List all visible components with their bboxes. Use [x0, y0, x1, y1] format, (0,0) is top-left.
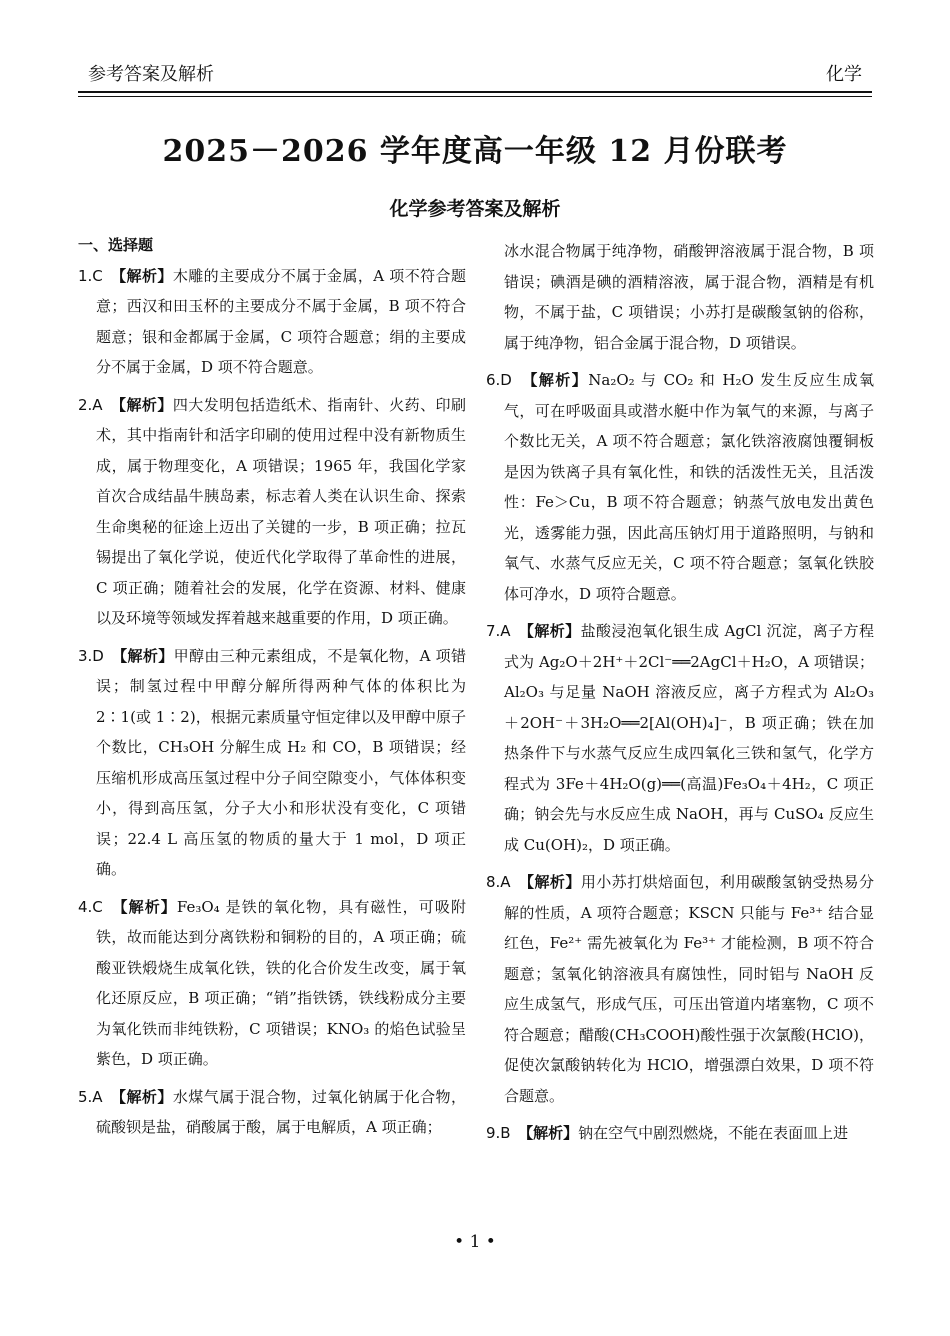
answer-number: 7.A [486, 622, 511, 640]
left-column [78, 230, 466, 1150]
answer-item-5 [78, 1082, 466, 1143]
answer-text: 钠在空气中剧烈燃烧，不能在表面皿上进 [578, 1124, 849, 1142]
answer-text: 木雕的主要成分不属于金属，A 项不符合题意；西汉和田玉杯的主要成分不属于金属，B 项不符合题意；银和金都属于金属，C 项符合题意；绢的主要成分不属于金属，D 项不符合题意。 [96, 266, 466, 376]
answer-item-2 [78, 390, 466, 634]
answer-text: Na₂O₂ 与 CO₂ 和 H₂O 发生反应生成氧气，可在呼吸面具或潜水艇中作为氧气的来源，与离子个数比无关，A 项不符合题意；氯化铁溶液腐蚀覆铜板是因为铁离子具有氧化性，和铁的活泼性无关，且活泼性：Fe＞Cu，B 项不符合题意；钠蒸气放电发出黄色光，透雾能力强，因此高压钠灯用于道路照明，与钠和氧气、水蒸气反应无关，C 项不符合题意；氢氧化铁胶体可净水，D 项符合题意。 [504, 371, 874, 603]
analysis-tag: 【解析】 [525, 1124, 579, 1142]
page-title: 2025－2026 学年度高一年级 12 月份联考 [162, 134, 788, 169]
answer-item-5-continued: 冰水混合物属于纯净物，硝酸钾溶液属于混合物，B 项错误；碘酒是碘的酒精溶液，属于混合物，酒精是有机物，不属于盐，C 项错误；小苏打是碳酸氢钠的俗称，属于纯净物，铝合金属于混合物，D 项错误。 [504, 242, 874, 352]
answer-text: Fe₃O₄ 是铁的氧化物，具有磁性，可吸附铁，故而能达到分离铁粉和铜粉的目的，A 项正确；硫酸亚铁煅烧生成氧化铁，铁的化合价发生改变，属于氧化还原反应，B 项正确；“销”指铁锈，铁线粉成分主要为氧化铁而非纯铁粉，C 项错误；KNO₃ 的焰色试验呈紫色，D 项正确。 [96, 897, 466, 1068]
answer-number: 3.D [78, 646, 104, 665]
page-number: • 1 • [454, 1232, 496, 1252]
answer-text: 水煤气属于混合物，过氧化钠属于化合物，硫酸钡是盐，硝酸属于酸，属于电解质，A 项正确； [96, 1087, 466, 1136]
header-rule-thin [78, 96, 872, 97]
answer-item-4 [78, 892, 466, 1075]
answer-text: 盐酸浸泡氧化银生成 AgCl 沉淀，离子方程式为 Ag₂O＋2H⁺＋2Cl⁻══2AgCl＋H₂O，A 项错误；Al₂O₃ 与足量 NaOH 溶液反应，离子方程式为 Al₂O₃＋2OH⁻＋3H₂O══2[Al(OH)₄]⁻，B 项正确；铁在加热条件下与水蒸气反应生成四氧化三铁和氢气，化学方程式为 3Fe＋4H₂O(g)══(高温)Fe₃O₄＋4H₂，C 项正确；钠会先与水反应生成 NaOH，再与 CuSO₄ 反应生成 Cu(OH)₂，D 项正确。 [504, 622, 874, 854]
answer-item-8 [486, 867, 874, 1111]
analysis-tag: 【解析】 [529, 371, 589, 389]
analysis-tag: 【解析】 [118, 395, 173, 414]
answer-item-9 [486, 1118, 874, 1149]
section-heading: 一、选择题 [78, 236, 154, 254]
answer-item-7 [486, 616, 874, 860]
header-left: 参考答案及解析 [88, 64, 214, 85]
answer-number: 4.C [78, 897, 103, 916]
analysis-tag: 【解析】 [526, 873, 581, 891]
right-column [486, 236, 874, 1156]
analysis-tag: 【解析】 [120, 897, 177, 916]
answer-number: 6.D [486, 371, 512, 389]
answer-number: 1.C [78, 266, 103, 285]
analysis-tag: 【解析】 [119, 646, 174, 665]
analysis-tag: 【解析】 [118, 1087, 173, 1106]
answer-number: 9.B [486, 1124, 511, 1142]
page-header [78, 58, 872, 94]
answer-number: 5.A [78, 1087, 103, 1106]
analysis-tag: 【解析】 [526, 622, 581, 640]
answer-item-3 [78, 641, 466, 885]
analysis-tag: 【解析】 [118, 266, 173, 285]
header-right: 化学 [826, 64, 862, 85]
answer-item-6 [486, 365, 874, 609]
answer-text: 用小苏打烘焙面包，利用碳酸氢钠受热易分解的性质，A 项符合题意；KSCN 只能与 Fe³⁺ 结合显红色，Fe²⁺ 需先被氧化为 Fe³⁺ 才能检测，B 项不符合题意；氢氧化钠溶液具有腐蚀性，同时铝与 NaOH 反应生成氢气，形成气压，可压出管道内堵塞物，C 项不符合题意；醋酸(CH₃COOH)酸性强于次氯酸(HClO)，促使次氯酸钠转化为 HClO，增强漂白效果，D 项不符合题意。 [504, 873, 874, 1105]
answer-number: 8.A [486, 873, 511, 891]
answer-text: 甲醇由三种元素组成，不是氧化物，A 项错误；制氢过程中甲醇分解所得两种气体的体积比为 2∶1(或 1∶2)，根据元素质量守恒定律以及甲醇中原子个数比，CH₃OH 分解生成 H₂ 和 CO，B 项错误；经压缩机形成高压氢过程中分子间空隙变小，气体体积变小，得到高压氢，分子大小和形状没有变化，C 项错误；22.4 L 高压氢的物质的量大于 1 mol，D 项正确。 [96, 646, 466, 878]
page-subtitle: 化学参考答案及解析 [389, 198, 561, 220]
answer-text: 四大发明包括造纸术、指南针、火药、印刷术，其中指南针和活字印刷的使用过程中没有新物质生成，属于物理变化，A 项错误；1965 年，我国化学家首次合成结晶牛胰岛素，标志着人类在认识生命、探索生命奥秘的征途上迈出了关键的一步，B 项正确；拉瓦锡提出了氧化学说，使近代化学取得了革命性的进展，C 项正确；随着社会的发展，化学在资源、材料、健康以及环境等领域发挥着越来越重要的作用，D 项正确。 [96, 395, 466, 627]
header-rule-thick [78, 91, 872, 93]
answer-number: 2.A [78, 395, 103, 414]
answer-item-1 [78, 261, 466, 383]
